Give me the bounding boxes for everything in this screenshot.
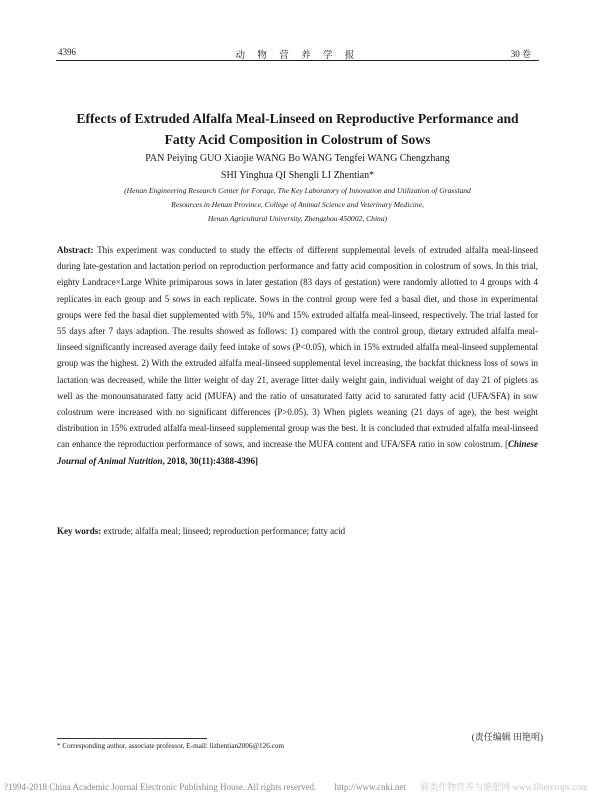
- citation: , 2018, 30(11):4388-4396]: [162, 455, 258, 466]
- volume-label: 30 卷: [510, 49, 531, 59]
- journal-title: 动 物 营 养 学 报: [235, 51, 360, 61]
- authors-line-2: SHI Yinghua QI Shengli LI Zhentian*: [220, 170, 375, 181]
- affiliation-line-2: Resources in Henan Province, College of Animal Science and Veterinary Medicine,: [171, 200, 424, 209]
- abstract-label: Abstract:: [57, 245, 94, 255]
- affiliation-line-1: (Henan Engineering Research Center for Forage, The Key Laboratory of Innovation and Utilization of Grassland: [124, 186, 471, 195]
- title-line-2: Fatty Acid Composition in Colostrum of Sows: [164, 132, 431, 147]
- keywords: [57, 526, 538, 536]
- journal-name: Chinese Journal of Animal Nutrition: [57, 439, 538, 466]
- abstract-text: This experiment was conducted to study the effects of different supplemental levels of extruded alfalfa meal-linseed during late-gestation and lactation period on reproduction performance and fatty acid composition in colostrum of sows. In this trial, eighty Landrace×Large White primiparous sows in later gestation (83 days of gestation) were randomly allotted to 4 groups with 4 replicates in each group and 5 sows in each replicate. Sows in the control group were fed a basal diet, and those in experimental groups were fed the basal diet supplemented with 5%, 10% and 15% extruded alfalfa meal-linseed, respectively. The trial lasted for 55 days after 7 days adaption. The results showed as follows: 1) compared with the control group, dietary extruded alfalfa meal-linseed significantly increased average daily feed intake of sows (P<0.05), which in 15% extruded alfalfa meal-linseed supplemental group was the highest. 2) With the extruded alfalfa meal-linseed supplemental level increasing, the backfat thickness loss of sows in lactation was decreased, while the litter weight of day 21, average litter daily weight gain, individual weight of day 21 of piglets as well as the monounsaturated fatty acid (MUFA) and the ratio of unsaturated fatty acid to saturated fatty acid (UFA/SFA) in sow colostrum were increased with no significant differences (P>0.05). 3) When piglets weaning (21 days of age), the best weight distribution in 15% extruded alfalfa meal-linseed supplemental group was the best. It is concluded that extruded alfalfa meal-linseed can enhance the reproduction performance of sows, and increase the MUFA content and UFA/SFA ratio in sow colostrum. [: [57, 245, 538, 450]
- footnote-rule: [57, 738, 207, 739]
- editor-note: (责任编辑 田艳明): [471, 732, 543, 742]
- page-number: 4396: [58, 47, 76, 57]
- keywords-label: Key words:: [57, 526, 102, 536]
- copyright-bar: [0, 780, 595, 793]
- watermark: 麻类作物营养与施肥网 www.fibercrops.com: [420, 782, 588, 792]
- article-title: [56, 108, 539, 150]
- affiliation: [56, 184, 539, 226]
- affiliation-line-3: Henan Agricultural University, Zhengzhou 450002, China): [207, 214, 388, 223]
- authors-line-1: PAN Peiying GUO Xiaojie WANG Bo WANG Tengfei WANG Chengzhang: [145, 153, 450, 164]
- header-rule: [56, 60, 539, 61]
- copyright-url[interactable]: http://www.cnki.net: [334, 782, 406, 792]
- abstract: [57, 242, 538, 469]
- title-line-1: Effects of Extruded Alfalfa Meal-Linseed on Reproductive Performance and: [76, 111, 519, 126]
- copyright-text: ?1994-2018 China Academic Journal Electronic Publishing House. All rights reserved.: [4, 782, 317, 792]
- keywords-text: extrude; alfalfa meal; linseed; reproduction performance; fatty acid: [101, 526, 346, 536]
- corresponding-author-footnote: * Corresponding author, associate professor, E-mail: lizhentian2006@126.com: [57, 742, 285, 750]
